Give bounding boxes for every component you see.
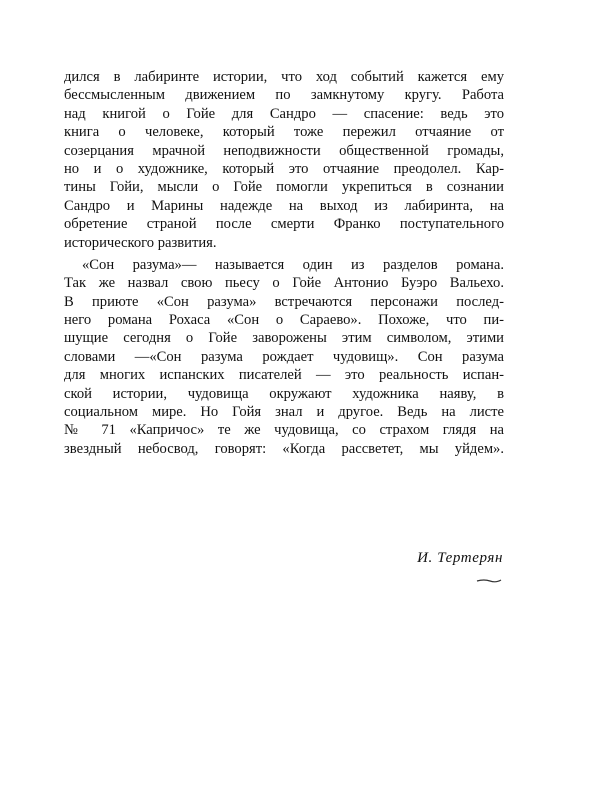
author-signature: И. Тертерян <box>417 550 503 566</box>
text-line: ской истории, чудовища окружают художника наяву, в <box>64 385 504 402</box>
text-line: созерцания мрачной неподвижности общественной громады, <box>64 142 504 159</box>
text-line: него романа Рохаса «Сон о Сараево». Похоже, что пи- <box>64 312 504 329</box>
text-line: дился в лабиринте истории, что ход событий кажется ему <box>64 69 504 85</box>
paragraph-1 <box>64 68 504 252</box>
body-text <box>64 68 504 458</box>
text-line: Так же назвал свою пьесу о Гойе Антонио Буэро Вальехо. <box>64 275 504 292</box>
text-line: № 71 «Капричос» те же чудовища, со страхом глядя на <box>64 422 504 439</box>
text-line: над книгой о Гойе для Сандро — спасение: ведь это <box>64 105 504 122</box>
text-line: социальном мире. Но Гойя знал и другое. Ведь на листе <box>64 404 504 421</box>
text-line: но и о художнике, который это отчаяние преодолел. Кар- <box>64 160 504 177</box>
text-line: для многих испанских писателей — это реальность испан- <box>64 367 504 384</box>
text-line: шущие сегодня о Гойе заворожены этим символом, этими <box>64 330 504 347</box>
paragraph-2 <box>64 256 504 458</box>
text-line: звездный небосвод, говорят: «Когда рассветет, мы уйдем». <box>64 440 504 457</box>
text-line: исторического развития. <box>64 234 217 251</box>
text-line: словами —«Сон разума рождает чудовищ». Сон разума <box>64 348 504 365</box>
text-line: В приюте «Сон разума» встречаются персонажи послед- <box>64 293 504 310</box>
text-line: тины Гойи, мысли о Гойе помогли укрепиться в сознании <box>64 179 504 196</box>
signature-flourish <box>476 576 502 584</box>
text-line: бессмысленным движением по замкнутому кругу. Работа <box>64 87 504 104</box>
text-line: обретение страной после смерти Франко поступательного <box>64 216 504 233</box>
text-line: книга о человеке, который тоже пережил отчаяние от <box>64 124 504 141</box>
text-line: «Сон разума»— называется один из разделов романа. <box>82 256 504 273</box>
text-line: Сандро и Марины надежде на выход из лабиринта, на <box>64 197 504 214</box>
